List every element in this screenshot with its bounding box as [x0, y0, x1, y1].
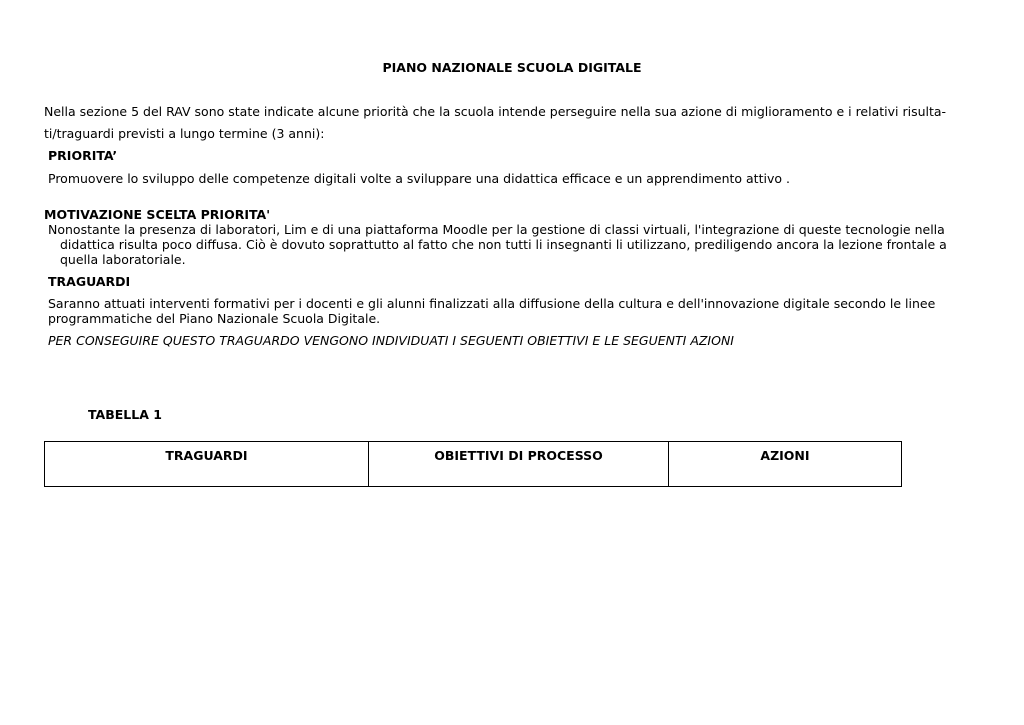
- table-header-obiettivi: OBIETTIVI DI PROCESSO: [369, 442, 669, 487]
- priorita-heading: PRIORITA’: [48, 148, 118, 163]
- conseguire-text: PER CONSEGUIRE QUESTO TRAGUARDO VENGONO INDIVIDUATI I SEGUENTI OBIETTIVI E LE SEGUENTI AZIONI: [48, 333, 734, 348]
- motivazione-heading: MOTIVAZIONE SCELTA PRIORITA': [44, 207, 271, 222]
- table-1: [44, 441, 902, 487]
- table-header-traguardi: TRAGUARDI: [45, 442, 369, 487]
- traguardi-line-2: programmatiche del Piano Nazionale Scuola Digitale.: [48, 311, 381, 326]
- document-title: PIANO NAZIONALE SCUOLA DIGITALE: [382, 60, 642, 75]
- traguardi-line-1: Saranno attuati interventi formativi per i docenti e gli alunni finalizzati alla diffusione della cultura e dell'innovazione digitale secondo le linee: [48, 296, 936, 311]
- table-caption: TABELLA 1: [88, 407, 162, 422]
- motivazione-line-1: Nonostante la presenza di laboratori, Lim e di una piattaforma Moodle per la gestione di classi virtuali, l'integrazione di queste tecnologie nella: [48, 222, 945, 237]
- table-header-row: [45, 442, 902, 487]
- motivazione-line-3: quella laboratoriale.: [60, 252, 186, 267]
- intro-line-2: ti/traguardi previsti a lungo termine (3 anni):: [44, 126, 325, 141]
- motivazione-line-2: didattica risulta poco diffusa. Ciò è dovuto soprattutto al fatto che non tutti li insegnanti li utilizzano, prediligendo ancora la lezione frontale a: [60, 237, 947, 252]
- priorita-text: Promuovere lo sviluppo delle competenze digitali volte a sviluppare una didattica efficace e un apprendimento attivo .: [48, 171, 790, 186]
- intro-line-1: Nella sezione 5 del RAV sono state indicate alcune priorità che la scuola intende perseguire nella sua azione di miglioramento e i relativi risulta-: [44, 104, 947, 119]
- traguardi-heading: TRAGUARDI: [48, 274, 131, 289]
- table-header-azioni: AZIONI: [669, 442, 902, 487]
